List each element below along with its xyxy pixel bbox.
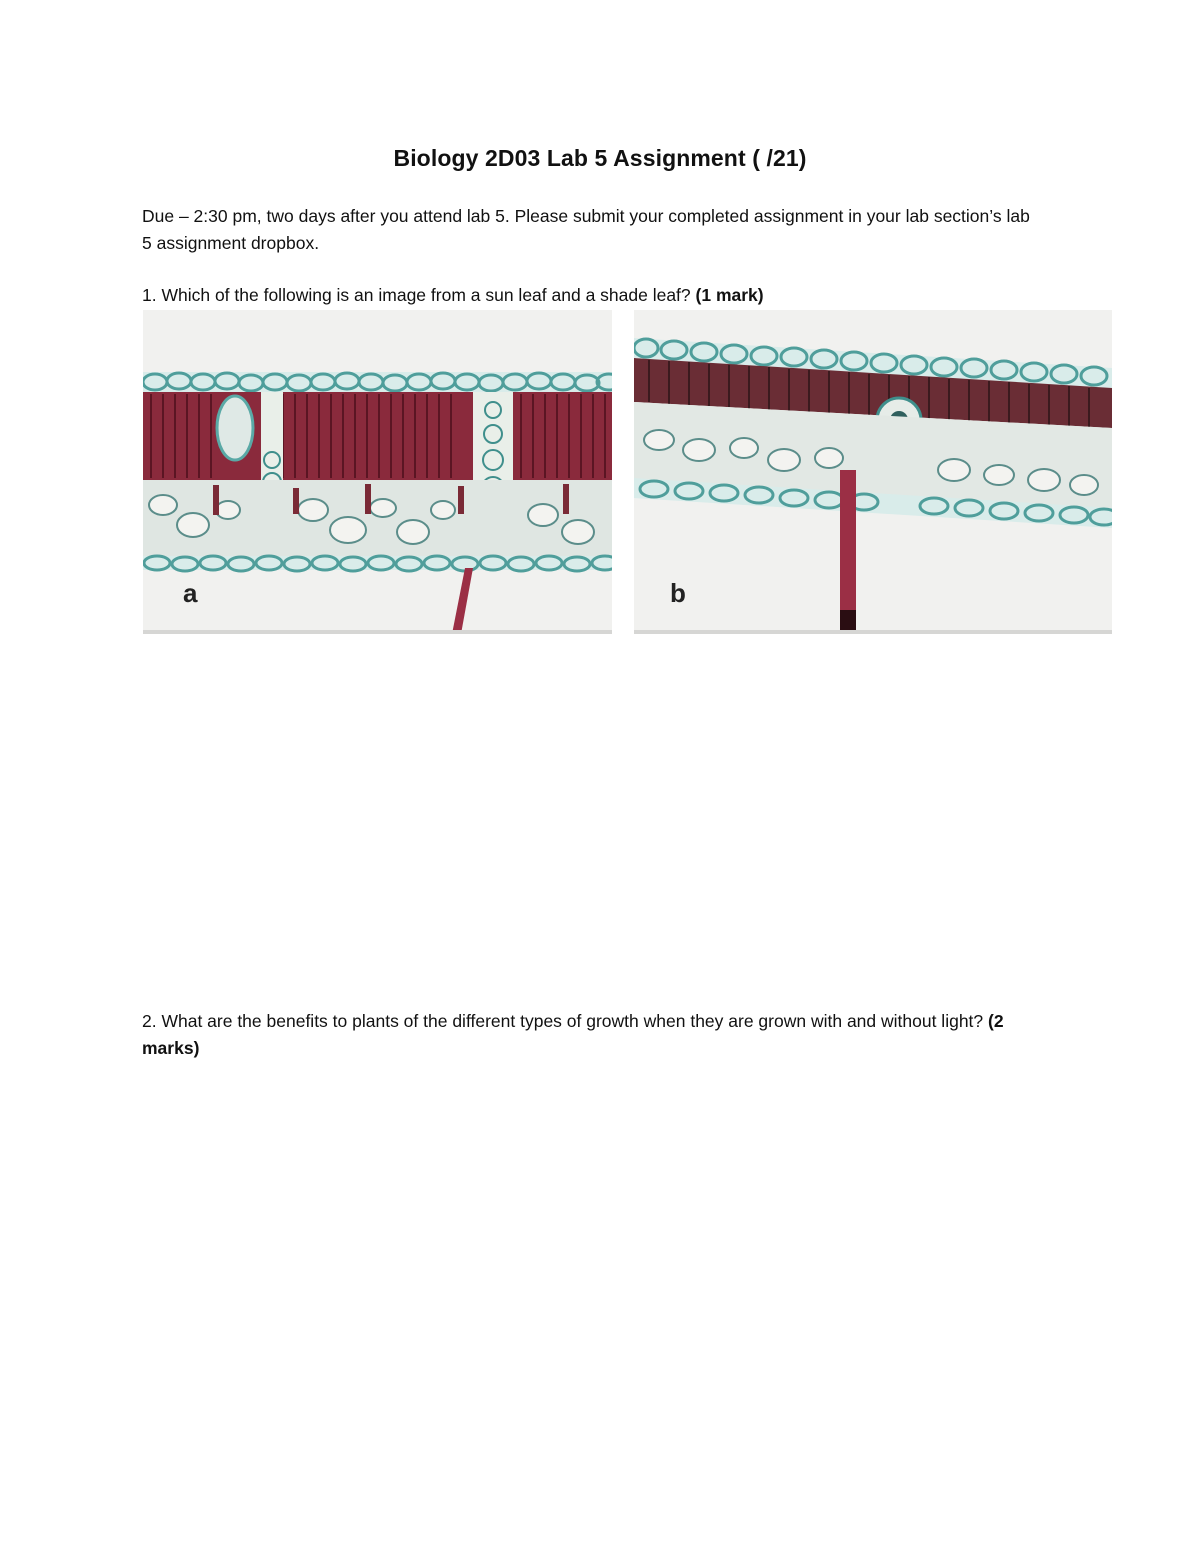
leaf-micrograph-a <box>143 310 612 634</box>
page-title: Biology 2D03 Lab 5 Assignment ( /21) <box>393 145 807 171</box>
figure-label-b: b <box>670 578 686 608</box>
leaf-micrograph-b <box>634 310 1112 634</box>
question-2-marks: (2 marks) <box>142 1011 1004 1058</box>
question-1-marks: (1 mark) <box>695 285 764 305</box>
question-2 <box>142 1008 1042 1062</box>
question-2-text: 2. What are the benefits to plants of the different types of growth when they are grown with and without light? <box>142 1011 989 1031</box>
question-1 <box>142 282 1042 309</box>
leaf-cross-section-b-image <box>634 310 1112 634</box>
figure-label-a: a <box>183 578 198 608</box>
question-1-text: 1. Which of the following is an image from a sun leaf and a shade leaf? <box>142 285 696 305</box>
leaf-cross-section-a-image <box>143 310 612 634</box>
due-instructions: Due – 2:30 pm, two days after you attend lab 5. Please submit your completed assignment in your lab section’s lab 5 assignment dropbox. <box>142 206 1030 253</box>
